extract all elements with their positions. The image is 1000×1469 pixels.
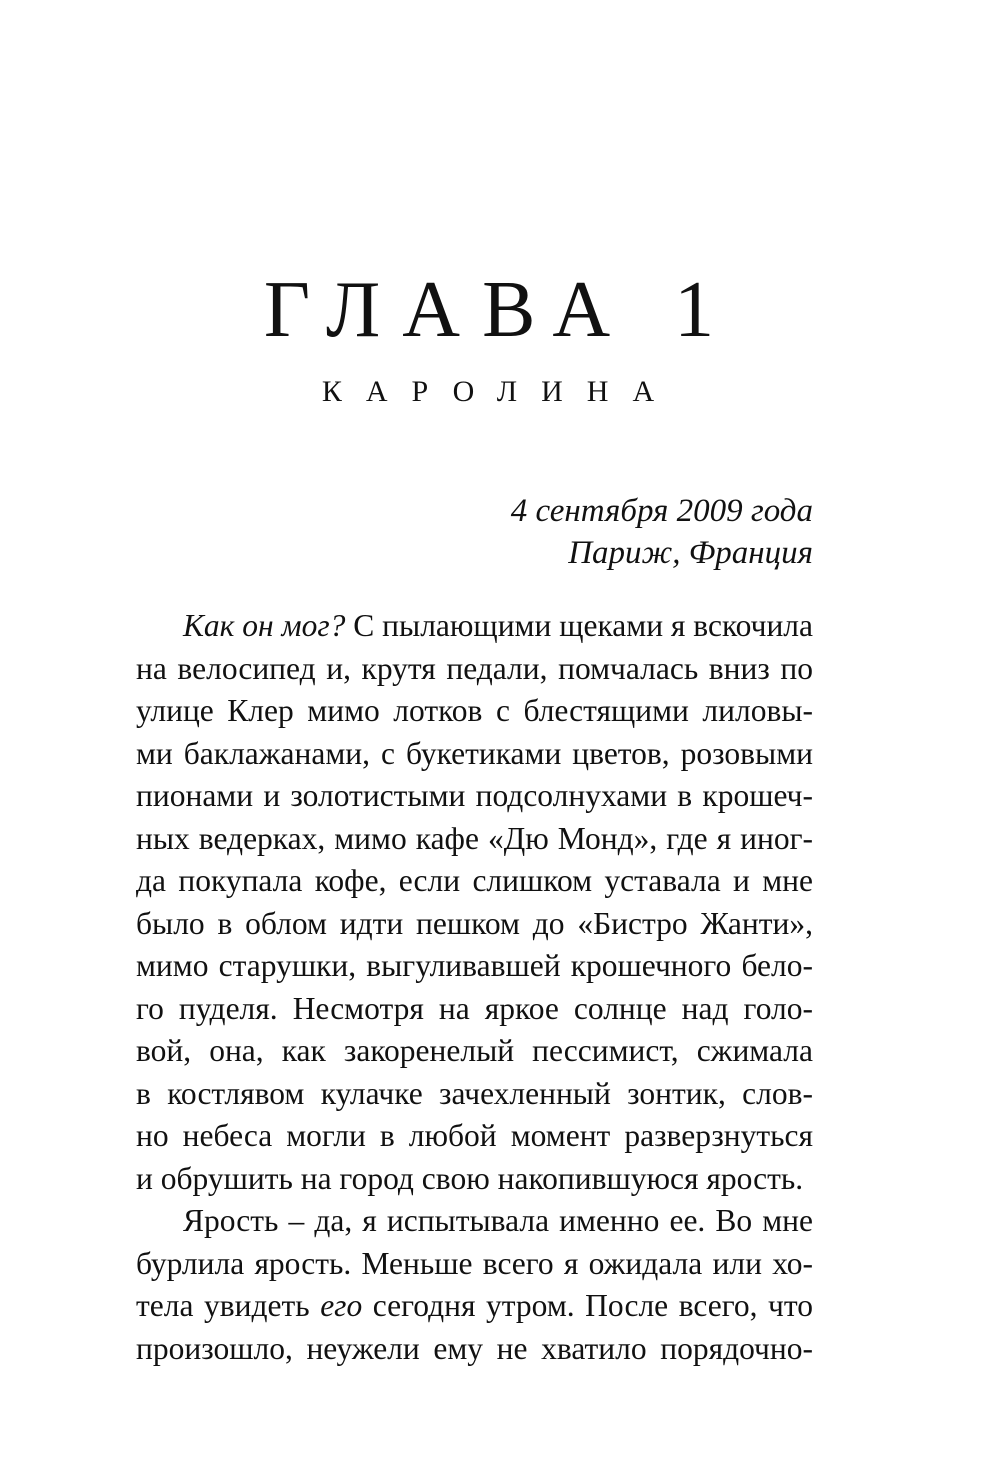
text-line: Ярость – да, я испытывала именно ее. Во мне	[183, 1203, 813, 1238]
italic-phrase: Как он мог?	[183, 608, 346, 643]
italic-word: его	[320, 1288, 363, 1323]
body-text	[136, 605, 813, 1370]
text-line: на велосипед и, крутя педали, помчалась вниз по	[136, 650, 813, 686]
epigraph-place: Париж, Франция	[568, 535, 813, 571]
text-line: но небеса могли в любой момент разверзнуться	[136, 1118, 813, 1153]
text-line: да покупала кофе, если слишком уставала и мне	[136, 863, 813, 898]
text-line: произошло, неужели ему не хватило порядочно-	[136, 1330, 813, 1366]
text-line: мимо старушки, выгуливавшей крошечного бело-	[136, 948, 813, 983]
text-line: ных ведерках, мимо кафе «Дю Монд», где я иног-	[136, 820, 813, 856]
epigraph	[511, 490, 813, 574]
text-line: улице Клер мимо лотков с блестящими лиловы-	[136, 693, 813, 728]
text-line: пионами и золотистыми подсолнухами в крошеч-	[136, 778, 813, 813]
text-line: тела увидеть его сегодня утром. После всего, что	[136, 1288, 813, 1323]
text-line: и обрушить на город свою накопившуюся ярость.	[136, 1160, 804, 1196]
text-line: Как он мог? С пылающими щеками я вскочила	[183, 608, 813, 643]
text-line: в костлявом кулачке зачехленный зонтик, слов-	[136, 1075, 813, 1111]
chapter-title: ГЛАВА 1	[263, 266, 737, 354]
epigraph-date: 4 сентября 2009 года	[510, 493, 813, 529]
text-line: было в облом идти пешком до «Бистро Жанти»,	[136, 905, 813, 941]
text-line: ми баклажанами, с букетиками цветов, розовыми	[136, 735, 813, 771]
text-line: вой, она, как закоренелый пессимист, сжимала	[136, 1033, 813, 1068]
chapter-subtitle: КАРОЛИНА	[321, 375, 679, 408]
text-line: го пуделя. Несмотря на яркое солнце над голо-	[136, 990, 813, 1026]
text-line: бурлила ярость. Меньше всего я ожидала или хо-	[136, 1245, 813, 1281]
